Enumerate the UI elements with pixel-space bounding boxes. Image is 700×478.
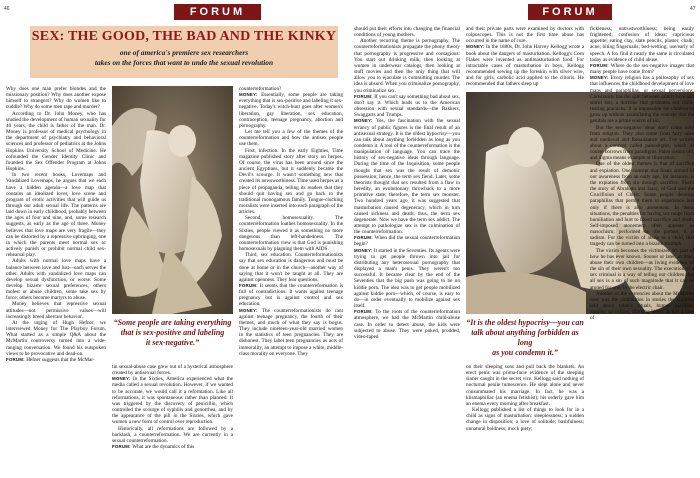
paragraph: Kellogg published a list of things to look for in a child as signs of masturbation: sleeplessness; a sudden change in disposition; a love of solitude; bashfulness; unnatural boldness; mock piety; <box>466 407 584 432</box>
deck-line-1: one of america's premiere sex researchers <box>119 48 249 57</box>
paragraph: on their sleeping sons and pull back the blankets. An erect penis was prima-facie evidence of the sleeping sinner caught in the secret vice. Kellogg said nothing of nocturnal penile tumescence. He slept alone and never consummated his marriage. In fact, he was a klismaphiliac (an enema fetishist); his orderly gave him an enema every morning after breakfast. <box>466 364 584 407</box>
speaker-label: FORUM: <box>354 93 375 99</box>
paragraph: But the sex-negative ideas don't come only from religion. They also come from fairy tales and medieval and Renaissance art. I've written about a concept called paleodigms, which of course borrows from paradigms. Paleo means old, and digma means example or illustration. <box>590 124 694 162</box>
paragraph: MONEY: In the 1880s, Dr. John Harvey Kellogg wrote a book about the dangers of masturbation. Kellogg's Corn Flakes were invented as antimasturbation food. For intractable cases of masturbation in boys, Kellogg recommended sewing up the foreskin with silver wire, and for girls, carbolic acid applied to the clitoris. He recommended that fathers sleep up <box>466 44 584 86</box>
paragraph: MONEY: It started in the Seventies. Its agents were trying to get people thrown into jail for distributing any heterosexual pornography that displayed a man's penis. They weren't too successful. It became clear by the end of the Seventies that the big push was going to be on kiddie porn. The idea was to get people mobilized against kiddie porn—which, of course, is easy to do—in order eventually to mobilize against sex itself. <box>354 247 460 310</box>
article-column-1 <box>6 86 106 472</box>
paragraph: Second, homosexuality. The counterreformation loathes homosexuality. In the Sixties, people viewed it as something no more dangerous than left-handedness. The counterreformation view is that God is punishing homosexuals by plaguing them with AIDS. <box>239 215 343 253</box>
paragraph: One of the oldest themes is that of sacrifice and expiation. One concept that floats around in our awareness from an early age, for instance, is the expiation from sin through sacrifice. That's the story of Abraham and Isaac, of God and the Crucifixion of Christ. Some people develop paraphilias that permit them to experience lust only if there is also atonement. In these situations, the penalties for having sex range from humiliation and hurt to blood sacrifice and death. Self-imposed atonement often appears as masochism; performed on the partner, it is sadism. For the victim of abuse as a child, that tragedy can be turned into a bizarre triumph. <box>590 161 694 248</box>
speaker-label: MONEY: <box>466 44 486 50</box>
paragraph: FORUM: What are the dynamics of this <box>112 444 195 451</box>
speaker-label: FORUM: <box>354 235 375 241</box>
speaker-label: MONEY: <box>112 376 134 382</box>
paragraph: counterreformation? <box>239 86 282 92</box>
paragraph: FORUM: To the roots of the counterreformation atmosphere, we had the McMartin child-abuse case. In order to detect abuse, the kids were subjected to abuse. They were poked, prodded, video-taped <box>354 309 460 340</box>
paragraph: MONEY: The counterreformationists do rant against teenage pregnancy, the fourth of their themes, and much of what they say is bogus. They include nineteen-year-old married women in the statistics of teen pregnancies. They are dishonest. They label teen pregnancies as acts of immorality, an attempt to impose a white, middle-class morality on everyone. They <box>239 307 343 357</box>
page-number: 47 <box>690 6 696 12</box>
pull-quote-line-3: as you condemn it.” <box>492 348 558 357</box>
right-page <box>350 0 700 478</box>
headline-block <box>30 26 338 78</box>
speaker-label: MONEY: <box>590 75 611 81</box>
paragraph: FORUM: If you can't say something bad about sex, don't say it. Which leads us to the American obsession with sexual standards—the Bakkers, Swaggarts and Trumps. <box>354 93 460 119</box>
paragraph: and their private parts were examined by doctors with colposcopes. This is not the first time abuse has occurred in the name of cure. <box>466 26 584 45</box>
speaker-label: MONEY: <box>354 247 374 253</box>
paragraph: should put their efforts into changing the financial conditions of young mothers. <box>354 26 460 39</box>
paragraph: Let me tell you a few of the themes of the counterreformation and how the antisex people use them. <box>239 129 343 148</box>
paragraph: Another recurring theme is pornography. The counterreformationists propagate the phony theory that pornography is progressive and contagious: You start out drinking milk, then looking at women in underwear catalogs, then looking at stuff movies and then the only thing that will allow you to ejaculate is committing murder. The idea is absurd. When you criminalize pornography, you criminalize sex. <box>354 38 460 94</box>
forum-banner: FORUM <box>174 4 261 20</box>
paragraph: FORUM: Where do the sex-negative images that many people have come from? <box>590 62 694 76</box>
pull-quote-line-2: talk about anything forbidden as long <box>471 328 579 347</box>
classical-statue-photo <box>112 86 233 314</box>
paragraph: MONEY: Essentially, some people are taking everything that is sex-positive and labeling it sex-negative. Today's witch-hunt goes after women's liberation, gay liberation, sex education, contraception, teenage pregnancy, abortion and pornography. <box>239 92 343 129</box>
speaker-label: FORUM: <box>112 444 133 450</box>
paragraph: First, infection. In the early Eighties, Time magazine published story after story on herpes. Of course, the virus has been around since the ancient Egyptians, but it suddenly became the Devil's scourge. It wasn't something new that created its newsworthiness. Time used herpes as a piece of propaganda, telling its readers that they should quit having sex and go back to the traditional monogamous family. Tongue-clucking moralists were inserted into each paragraph of the articles. <box>239 147 343 216</box>
paragraph: FORUM: When did the sexual counterreformation begin? <box>354 235 460 248</box>
paragraph: tin sexual-abuse case grew out of a hysterical atmosphere created by antisexual forces. <box>112 364 233 377</box>
forum-banner: FORUM <box>528 4 612 20</box>
paragraph: MONEY: Every religion has a philosophy of sex that influences the childhood development of love maps and paraphilias, or sexual perversions. Christianity has the split between saintly love and sinful lust, a doctrine that promotes our child-rearing practices. It is impossible for children to grow up without assimilating the concept that the genitals are a prime source of sin. <box>590 75 694 125</box>
paragraph: Historically, all reformations are followed by a backlash, a counterreformation. We are currently in a sexual counterreformation. <box>112 425 233 444</box>
speaker-label: MONEY: <box>354 118 377 124</box>
paragraph: fickleness; untrustworthiness; being easily frightened; confusion of ideas; capricious appetite; eating clay, slate pencils, plaster, chalk; acne; biting fingernails; bed-wetting; use/early of speech. A fox find it nearly the same is circulated today as evidence of child abuse. <box>590 26 694 63</box>
paragraph: MONEY: In the Sixties, America experienced what the media called a sexual revolution. However, if we wanted to be accurate, we would call it a reformation. Like all reformations, it was spontaneous rather than planned. It was triggered by the discovery of penicillin, which controlled the scourge of syphilis and gonorrhea, and by the appearance of the pill in the Sixties, which gave women a new form of control over reproduction. <box>112 376 233 426</box>
paragraph: MONEY: Yes, the fascination with the sexual errancy of public figures is the final result of an antisexual strategy. It is the oldest hypocrisy—you can talk about anything forbidden as long as you condemn it. A tool of the counterreformation is the manipulation of language. You can trace the history of sex-negative ideas through language. During the time of the Inquisition, some people thought that sex was the result of demonic possession; hence, the term sex fiend. Later, some theorists thought that sex resulted from a flaw in heredity, an evolutionary throwback to a more primitive state; therefore, the term sex monster. Two hundred years ago, it was suggested that masturbation caused degeneracy, which in turn caused sickness and death; thus, the term sex degenerate. Now we have the term sex addict. The attempt to pathologize sex is the culmination of the counterreformation. <box>354 118 460 236</box>
paragraph: Third, sex education. Counterreformationists say that sex education is dangerous and must be done at home or in the church—another way of saying that it won't be taught at all. They are against openness. They fear questions. <box>239 252 343 283</box>
paragraph: The victim becomes the victimizer. It's part of how he has ever known. Sooner or later, in time, abuse their own children—as living evidence of the sin of their own sexuality. The execution of a sex criminal is a way of telling our children that all sex is a sin of such magnitude that it can be atoned for only in the electric chair. <box>590 247 694 291</box>
pull-quote-line-3: it sex-negative.” <box>145 338 200 347</box>
speaker-label: FORUM: <box>354 309 376 315</box>
paragraph: At the urging of Hugh Hefner, we interviewed Money for The Playboy Forum. What started as a simple Q&A about the McMartin controversy turned into a wide-ranging conversation. We found his outspoken views to be provocative and dead-on. <box>6 319 106 357</box>
pull-quote-line-1: “Some people are taking everything <box>113 318 232 327</box>
article-column-2-bottom <box>466 364 584 472</box>
page-number: 46 <box>4 6 10 12</box>
speaker-label: FORUM: <box>590 62 611 68</box>
paragraph: FORUM: Hefner suggests that the McMar- <box>6 356 95 363</box>
paragraph: Another of the currencies about the McMartin case was the similarities in stories the children told about satanic rituals, human sacrifice, digging up coffins, drinking blood. Is this a case of <box>590 290 694 322</box>
pull-quote <box>112 318 233 358</box>
paragraph: Money believes that repressive sexual attitudes—not permissive values—will increasingly breed aberrant behavior. <box>6 301 106 320</box>
pull-quote-line-2: that is sex-positive and labeling <box>120 328 225 337</box>
statue-illustration <box>112 86 233 314</box>
speaker-label: FORUM: <box>239 283 260 288</box>
paragraph: Why does one man prefer blondes and the missionary position? Why does another expose himself to strangers? Why do women like to cuddle? Why do some men rape and murder? <box>6 86 106 111</box>
paragraph: Adults with normal love maps have a balance between love and lust—each serves the other. Adults with vandalized love maps can develop sexual dysfunction, or worse. Some develop bizarre sexual preferences, others molest or abuse children, some take sex by force; others become martyrs to abuse. <box>6 258 106 302</box>
deck-line-2: takes on the forces that want to undo the sexual revolution <box>94 57 274 67</box>
speaker-label: MONEY: <box>239 92 262 98</box>
article-column-3 <box>590 26 694 472</box>
pull-quote-line-1: “It is the oldest hypocrisy—you can <box>466 318 584 327</box>
pull-quote <box>466 318 584 360</box>
paragraph: According to Dr. John Money, who has studied the development of human sexuality for 40 years, the child is father of the man. Dr. Money is professor of medical psychology in the department of psychiatry and behavioral sciences and professor of pediatrics at the Johns Hopkins University School of Medicine. He cofounded the Gender Identity Clinic and founded the Sex Offender Program at Johns Hopkins. <box>6 110 106 173</box>
headline: SEX: THE GOOD, THE BAD AND THE KINKY <box>31 29 337 44</box>
paragraph: In two recent books, Lovemaps and Vandalized Lovemaps, he argues that we each have a hidden agenda—a love map that contains an idealized lover, love scene and program of erotic activities that will guide us through our adult sexual life. The patterns are laid down in early childhood, probably between the ages of four and nine, and, some research suggests, as early as the age of three. Money believes that love maps are very fragile—they can be distorted by a repressive upbringing, one in which the parents meet normal sex or actively punish or prohibit normal child sex-rehearsal play. <box>6 172 106 259</box>
paragraph: FORUM: It seems that the counterreformation is full of contradictions. It wants against teenage pregnancy but is against control and sex education. <box>239 283 343 308</box>
article-column-3 <box>239 86 343 472</box>
deck <box>30 48 338 67</box>
speaker-label: MONEY: <box>239 307 262 313</box>
article-column-2 <box>112 364 233 472</box>
article-column-1 <box>354 26 460 472</box>
speaker-label: FORUM: <box>6 356 27 362</box>
article-column-2-top <box>466 26 584 86</box>
